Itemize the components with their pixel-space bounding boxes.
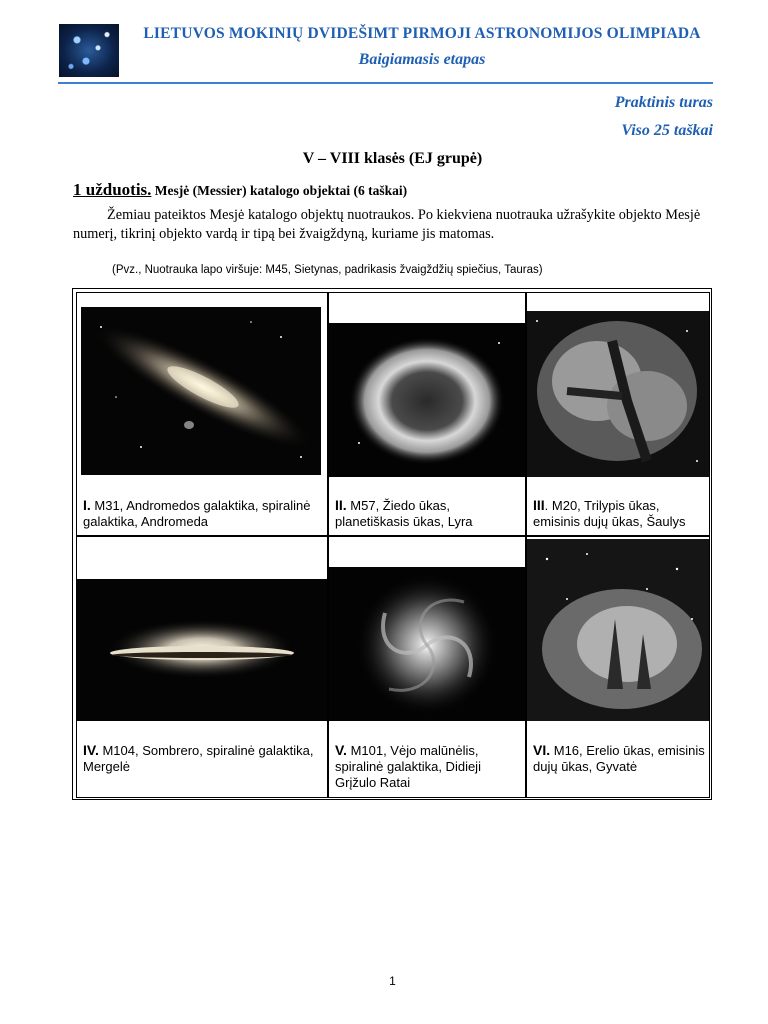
object-answer: M57, Žiedo ūkas, planetiškasis ūkas, Lyra	[335, 498, 473, 529]
points-total: Viso 25 taškai	[621, 122, 713, 139]
object-cell-6	[526, 536, 710, 798]
task-description: Mesjė (Messier) katalogo objektai (6 taškai)	[151, 183, 408, 198]
object-answer: M16, Erelio ūkas, emisinis dujų ūkas, Gyvatė	[533, 743, 705, 774]
trifid-nebula-photo	[527, 311, 709, 477]
pinwheel-galaxy-photo	[329, 567, 525, 721]
task-number: 1 užduotis.	[73, 180, 152, 199]
task-example: (Pvz., Nuotrauka lapo viršuje: M45, Sietynas, padrikasis žvaigždžių spiečius, Tauras)	[112, 264, 543, 276]
stage-title: Baigiamasis etapas	[358, 51, 486, 68]
object-answer: . M20, Trilypis ūkas, emisinis dujų ūkas, Šaulys	[533, 498, 686, 529]
object-answer: M101, Vėjo malūnėlis, spiralinė galaktika, Didieji Grįžulo Ratai	[335, 743, 481, 790]
object-cell-5	[328, 536, 526, 798]
header-divider	[58, 82, 713, 84]
task-heading	[73, 180, 407, 200]
object-numeral: I.	[83, 497, 91, 513]
object-caption-4	[83, 742, 323, 775]
andromeda-galaxy-photo	[81, 307, 321, 475]
object-caption-6	[533, 742, 705, 775]
object-numeral: III	[533, 497, 545, 513]
object-answer: M104, Sombrero, spiralinė galaktika, Mergelė	[83, 743, 314, 774]
object-caption-3	[533, 497, 705, 530]
group-title: V – VIII klasės (EJ grupė)	[302, 150, 483, 167]
object-cell-1	[76, 292, 328, 536]
pleiades-logo	[59, 24, 119, 77]
object-cell-2	[328, 292, 526, 536]
object-numeral: II.	[335, 497, 347, 513]
olympiad-title: LIETUVOS MOKINIŲ DVIDEŠIMT PIRMOJI ASTRONOMIJOS OLIMPIADA	[143, 25, 701, 42]
object-caption-5	[335, 742, 521, 791]
object-answer: M31, Andromedos galaktika, spiralinė galaktika, Andromeda	[83, 498, 311, 529]
object-cell-4	[76, 536, 328, 798]
sombrero-galaxy-photo	[77, 579, 327, 721]
object-numeral: VI.	[533, 742, 551, 758]
ring-nebula-photo	[329, 323, 525, 477]
messier-objects-table	[72, 288, 712, 800]
object-caption-2	[335, 497, 521, 530]
object-cell-3	[526, 292, 710, 536]
task-instructions: Žemiau pateiktos Mesjė katalogo objektų nuotraukos. Po kiekviena nuotrauka užrašykite objekto Mesjė numerį, tikrinį objekto vardą ir tipą bei žvaigždyną, kuriame jis matomas.	[73, 207, 701, 242]
round-title: Praktinis turas	[614, 94, 713, 111]
page-number: 1	[389, 974, 396, 988]
object-numeral: IV.	[83, 742, 99, 758]
object-caption-1	[83, 497, 323, 530]
object-numeral: V.	[335, 742, 347, 758]
eagle-nebula-photo	[527, 539, 709, 721]
